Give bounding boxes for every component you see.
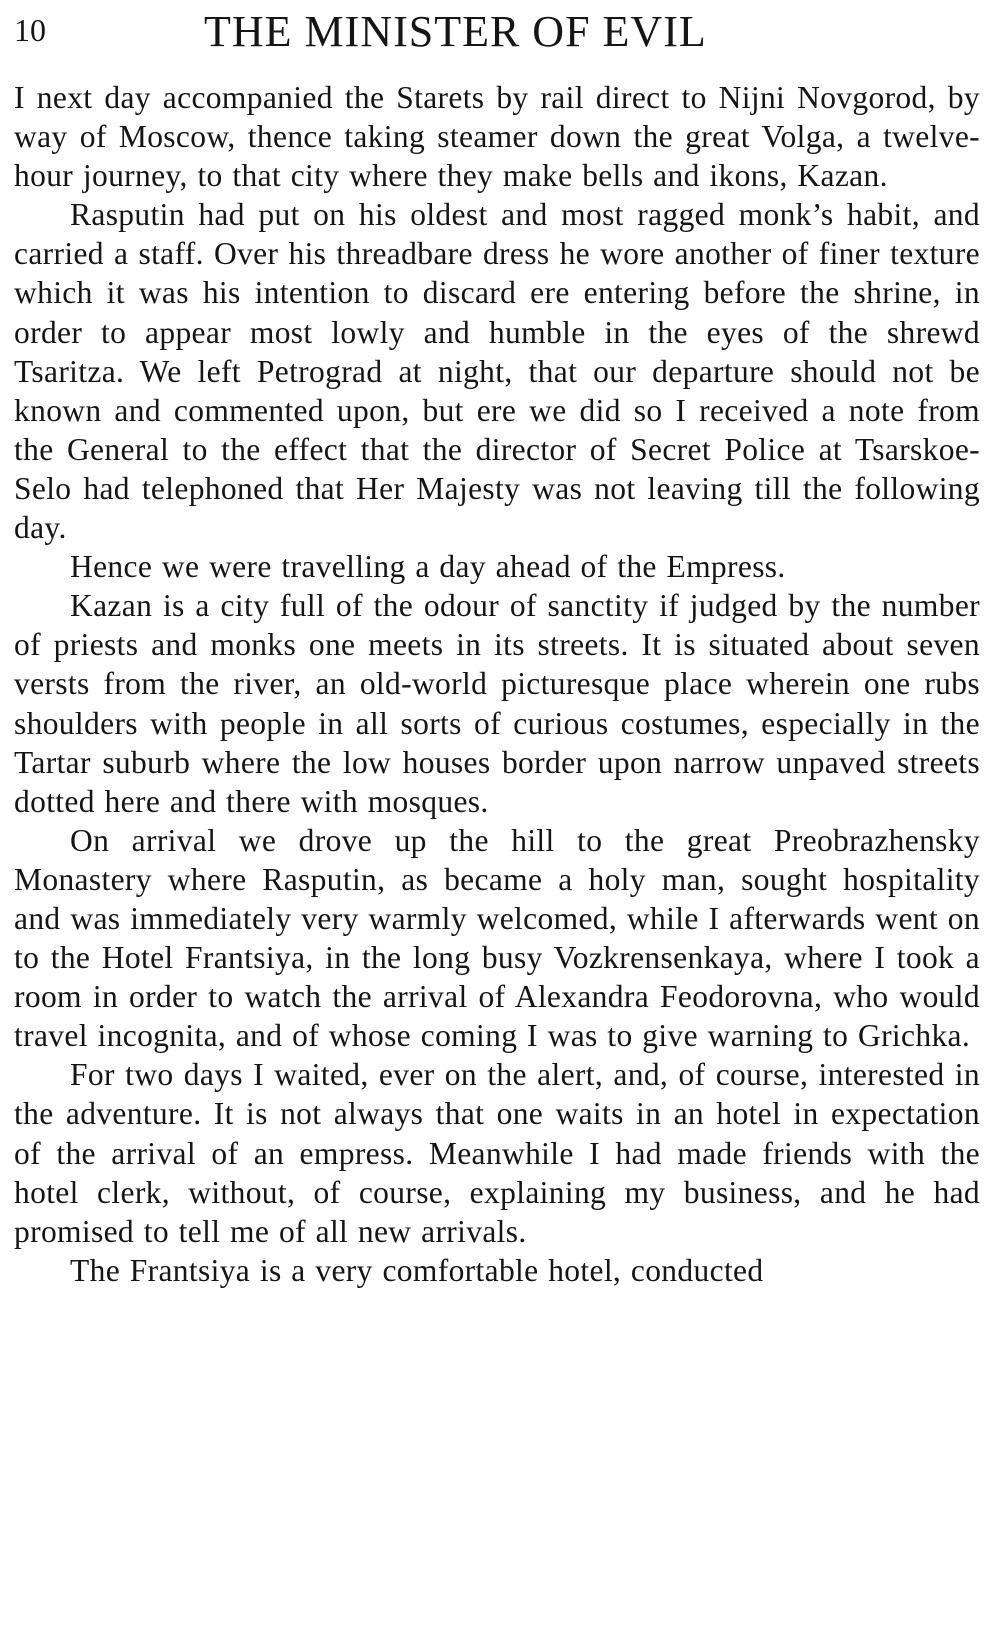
paragraph: Rasputin had put on his oldest and most ragged monk’s habit, and carried a staff. Over his threadbare dress he wore another of finer texture which it was his intention to discard ere entering before the shrine, in order to appear most lowly and humble in the eyes of the shrewd Tsaritza. We left Petrograd at night, that our departure should not be known and commented upon, but ere we did so I received a note from the General to the effect that the director of Secret Police at Tsarskoe-Selo had telephoned that Her Majesty was not leaving till the following day.	[14, 197, 980, 546]
page-number: 10	[14, 12, 46, 48]
running-head	[14, 0, 980, 64]
paragraph: The Frantsiya is a very comfortable hotel, conducted	[70, 1252, 764, 1288]
running-title: THE MINISTER OF EVIL	[204, 7, 707, 56]
paragraph: For two days I waited, ever on the alert, and, of course, interested in the adventure. It is not always that one waits in an hotel in expectation of the arrival of an empress. Meanwhile I had made friends with the hotel clerk, without, of course, explaining my business, and he had promised to tell me of all new arrivals.	[14, 1057, 980, 1249]
book-page	[14, 0, 980, 1646]
paragraph: Kazan is a city full of the odour of sanctity if judged by the number of priests and monks one meets in its streets. It is situated about seven versts from the river, an old-world picturesque place wherein one rubs shoulders with people in all sorts of curious costumes, especially in the Tartar suburb where the low houses border upon narrow unpaved streets dotted here and there with mosques.	[14, 588, 980, 819]
paragraph: Hence we were travelling a day ahead of the Empress.	[70, 549, 786, 585]
paragraph: I next day accompanied the Starets by rail direct to Nijni Novgorod, by way of Moscow, thence taking steamer down the great Volga, a twelve-hour journey, to that city where they make bells and ikons, Kazan.	[14, 80, 980, 194]
paragraph: On arrival we drove up the hill to the great Preobrazhensky Monastery where Rasputin, as became a holy man, sought hospitality and was immediately very warmly welcomed, while I afterwards went on to the Hotel Frantsiya, in the long busy Vozkrensenkaya, where I took a room in order to watch the arrival of Alexandra Feodorovna, who would travel incognita, and of whose coming I was to give warning to Grichka.	[14, 822, 980, 1054]
body-text	[14, 78, 980, 1290]
